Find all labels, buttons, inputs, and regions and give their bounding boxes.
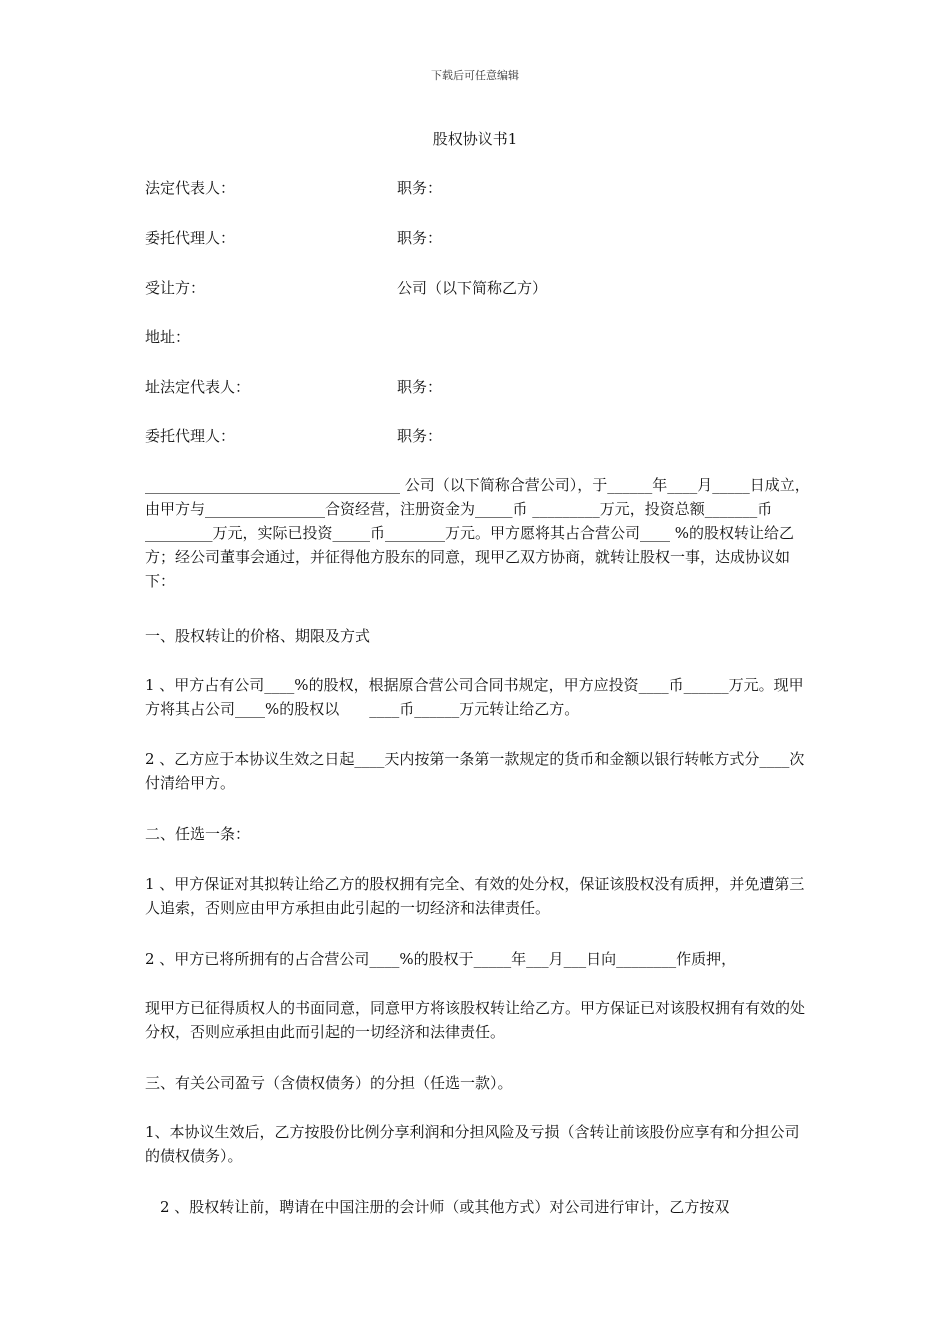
field-label: 址法定代表人：	[145, 378, 251, 396]
party-row	[145, 177, 442, 198]
section-heading: 一、股权转让的价格、期限及方式	[145, 627, 371, 645]
field-label: 委托代理人：	[145, 229, 236, 247]
clause-paragraph: 2 、股权转让前，聘请在中国注册的会计师（或其他方式）对公司进行审计，乙方按双	[145, 1198, 730, 1216]
clause-paragraph: 1 、甲方保证对其拟转让给乙方的股权拥有完全、有效的处分权，保证该股权没有质押，并免遭第三人追索，否则应由甲方承担由此引起的一切经济和法律责任。	[145, 875, 805, 917]
document-title: 股权协议书1	[432, 130, 518, 148]
header-note: 下载后可任意编辑	[431, 69, 519, 82]
field-label: 受让方：	[145, 279, 206, 297]
field-label: 职务：	[397, 427, 443, 445]
section-heading: 二、任选一条：	[145, 825, 251, 843]
field-label: 委托代理人：	[145, 427, 236, 445]
party-row	[145, 326, 397, 347]
clause-paragraph: 1 、甲方占有公司____%的股权，根据原合营公司合同书规定，甲方应投资____币______万元。现甲方将其占公司____%的股权以 ____币______万元转让给乙方。	[145, 676, 804, 718]
field-label: 职务：	[397, 179, 443, 197]
party-row	[145, 425, 442, 446]
party-row	[145, 277, 547, 298]
section-heading: 三、有关公司盈亏（含债权债务）的分担（任选一款）。	[145, 1074, 513, 1092]
party-row	[145, 227, 442, 248]
field-label: 法定代表人：	[145, 179, 236, 197]
clause-paragraph: 2 、乙方应于本协议生效之日起____天内按第一条第一款规定的货币和金额以银行转帐方式分____次付清给甲方。	[145, 750, 805, 792]
clause-paragraph: 1、本协议生效后，乙方按股份比例分享利润和分担风险及亏损（含转让前该股份应享有和分担公司的债权债务）。	[145, 1123, 800, 1165]
field-label: 公司（以下简称乙方）	[397, 279, 548, 297]
field-label: 地址：	[145, 328, 191, 346]
field-label: 职务：	[397, 378, 443, 396]
clause-paragraph: 2 、甲方已将所拥有的占合营公司____%的股权于_____年___月___日向________作质押，	[145, 950, 737, 968]
party-row	[145, 376, 442, 397]
field-label: 职务：	[397, 229, 443, 247]
clause-paragraph: 现甲方已征得质权人的书面同意，同意甲方将该股权转让给乙方。甲方保证已对该股权拥有有效的处分权，否则应承担由此而引起的一切经济和法律责任。	[145, 999, 806, 1041]
intro-paragraph: __________________________________ 公司（以下简称合营公司），于______年____月_____日成立，由甲方与________________合资经营，注册资金为_____币 _________万元，投资总额_______币_________万元，实际已投资_____币________万元。甲方愿将其占合营公司____ %的股权转让给乙方；经公司董事会通过，并征得他方股东的同意，现甲乙双方协商，就转让股权一事，达成协议如下：	[145, 476, 810, 590]
